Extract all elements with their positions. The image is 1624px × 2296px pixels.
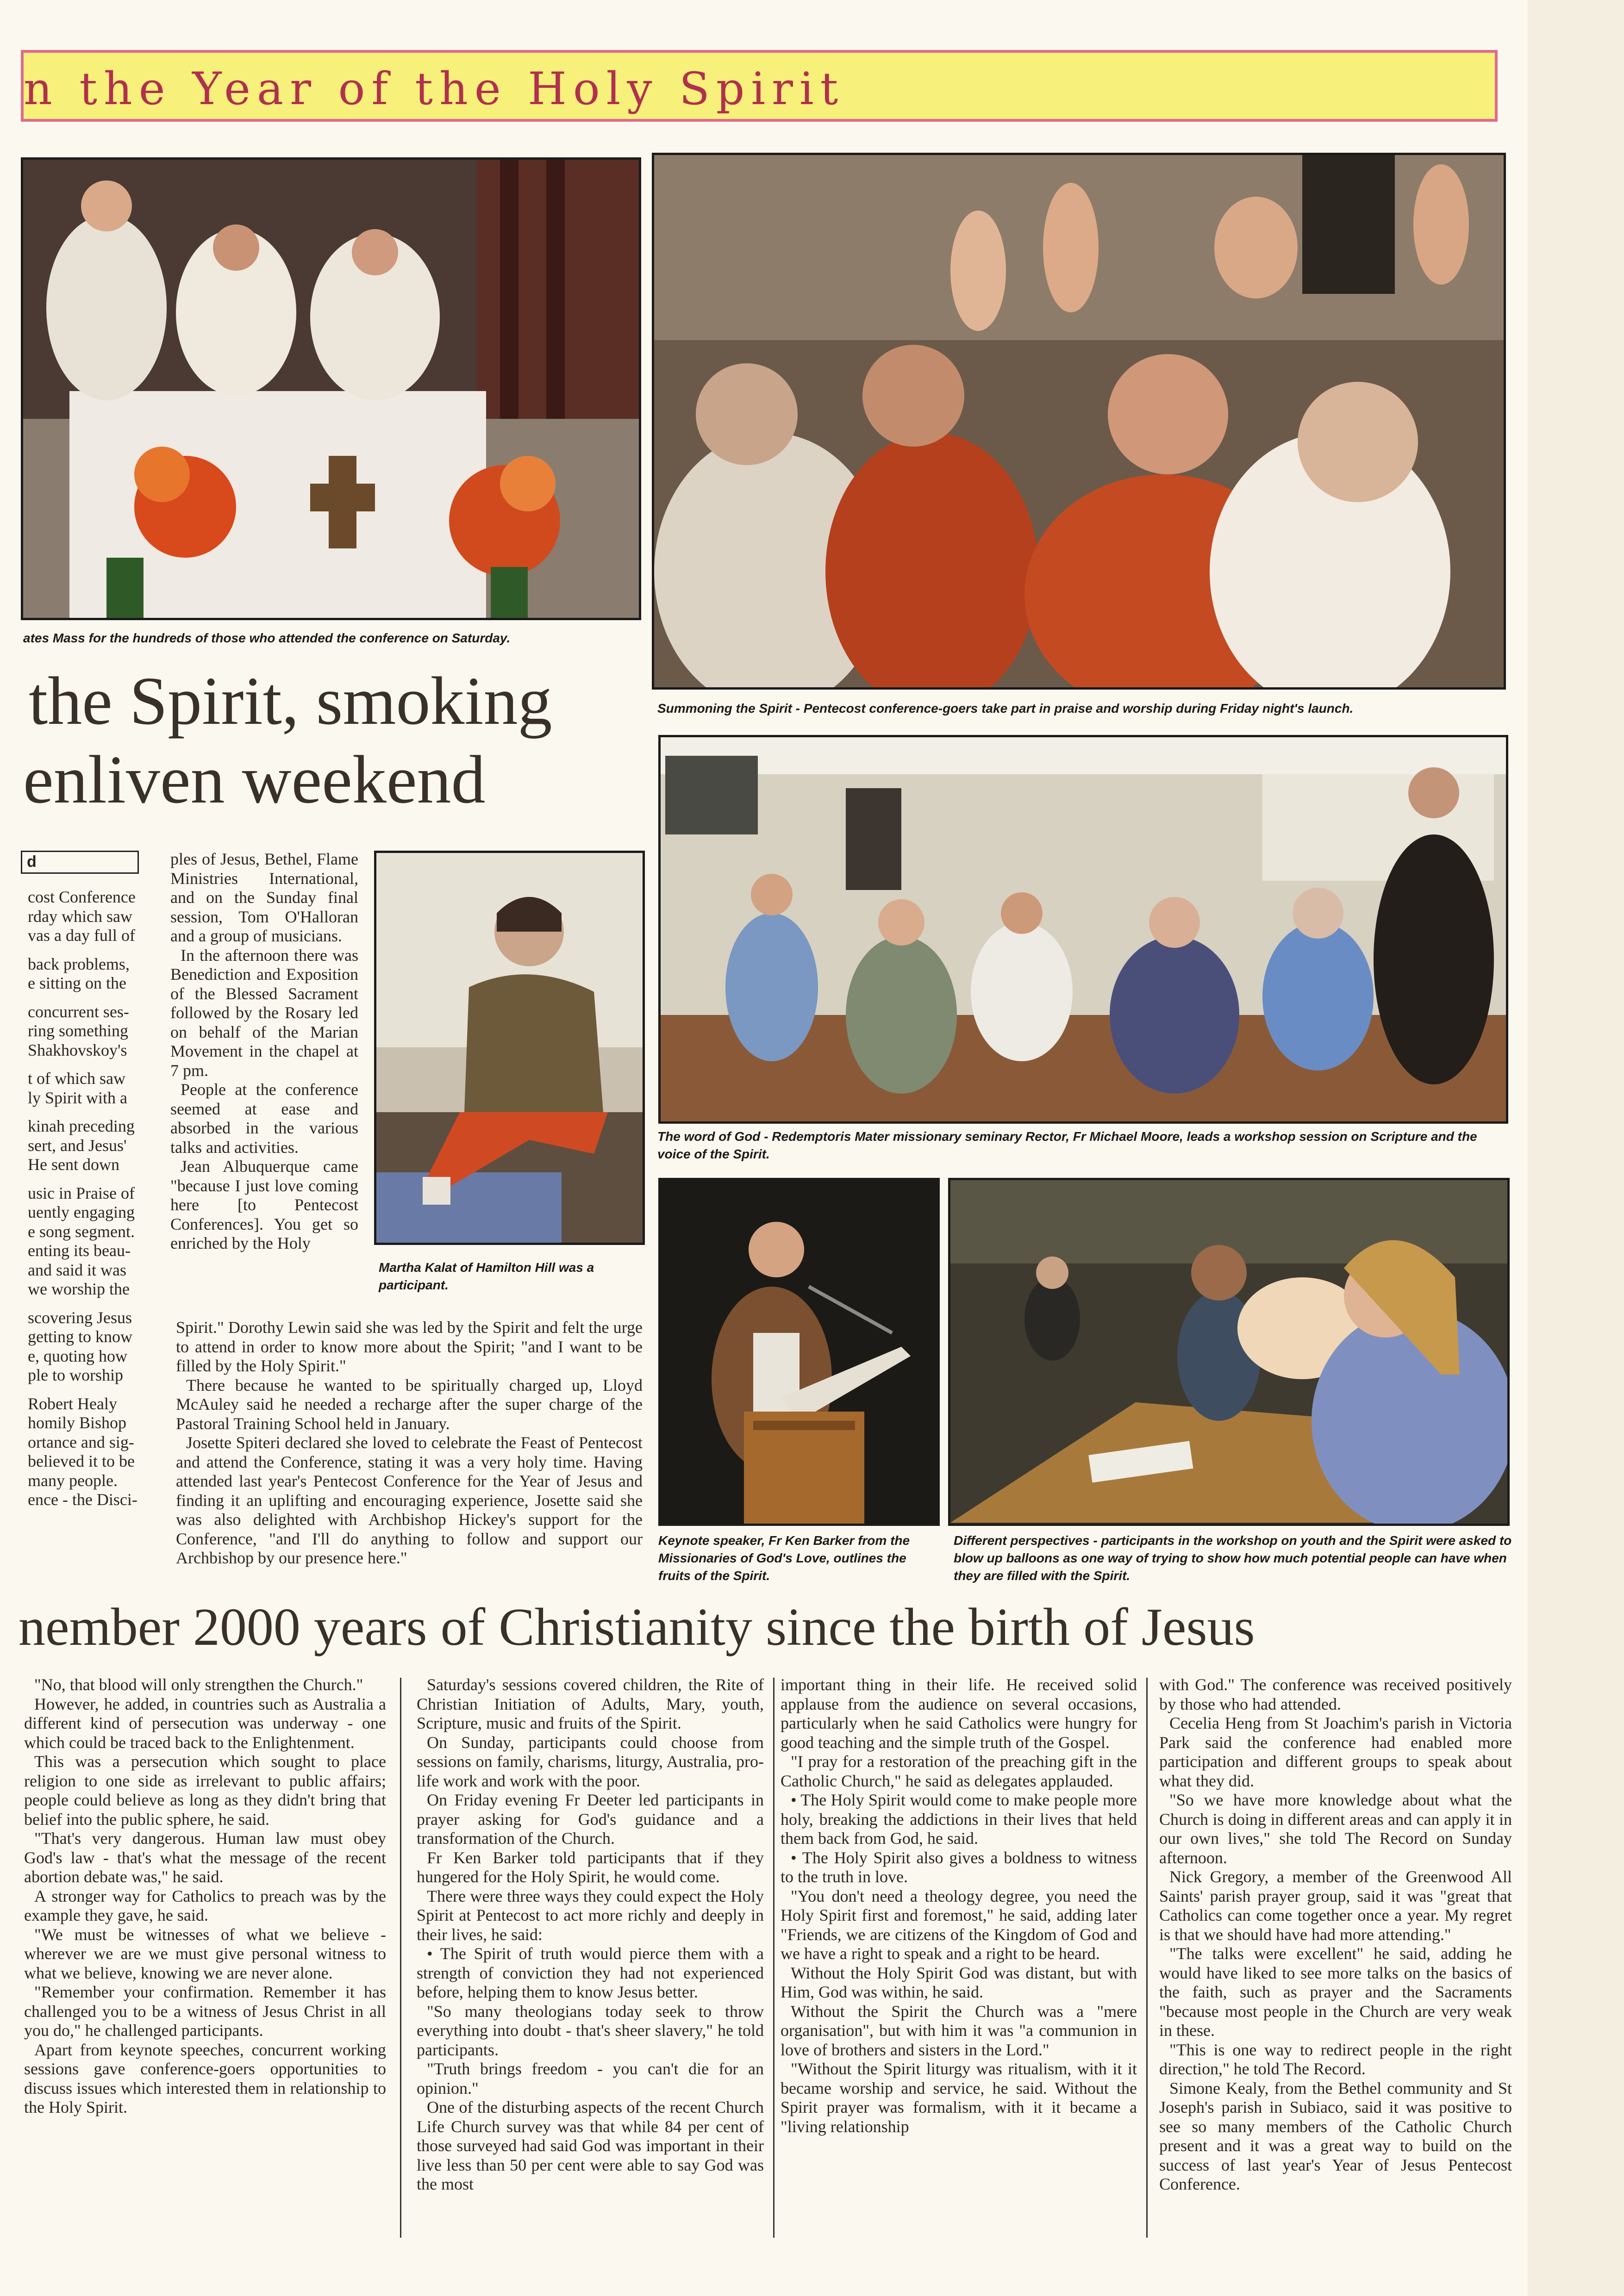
bottom-paragraph: On Sunday, participants could choose from sessions on family, charisms, liturgy, Australia, pro-life work and work with the poor.	[417, 1733, 764, 1790]
balloons-image	[950, 1180, 1507, 1524]
bottom-paragraph: Without the Holy Spirit God was distant, but with Him, God was within, he said.	[781, 1963, 1137, 2001]
ul-line: e, quoting how	[28, 1346, 127, 1365]
ul-line: vas a day full of	[28, 926, 135, 945]
caption-mass: ates Mass for the hundreds of those who attended the conference on Saturday.	[23, 631, 511, 645]
ul-line: we worship the	[28, 1280, 130, 1298]
ul-line: ence - the Disci-	[28, 1490, 137, 1509]
bottom-paragraph: "We must be witnesses of what we believe - wherever we are we must give personal witness to what we believe, knowing we are never alone.	[24, 1925, 386, 1982]
bottom-column-2	[417, 1675, 764, 2194]
photo-workshop	[658, 735, 1508, 1124]
bottom-paragraph: There were three ways they could expect the Holy Spirit at Pentecost to act more richly and deeply in their lives, he said:	[417, 1886, 764, 1944]
upper-left-column	[28, 888, 152, 1510]
caption-keynote: Keynote speaker, Fr Ken Barker from the Missionaries of God's Love, outlines the fruits of the Spirit.	[658, 1533, 910, 1583]
caption-praise: Summoning the Spirit - Pentecost conference-goers take part in praise and worship during Friday night's launch.	[657, 701, 1354, 716]
bottom-paragraph: Apart from keynote speeches, concurrent working sessions gave conference-goers opportunities to discuss issues which interested them in relationship to the Holy Spirit.	[24, 2040, 386, 2116]
um-paragraph: People at the conference seemed at ease and absorbed in the various talks and activities.	[170, 1080, 358, 1157]
ul-line: Shakhovskoy's	[28, 1040, 127, 1059]
ul-line: ly Spirit with a	[28, 1088, 127, 1107]
martha-image	[376, 853, 643, 1243]
bottom-paragraph: Saturday's sessions covered children, the Rite of Christian Initiation of Adults, Mary, youth, Scripture, music and fruits of the Spirit.	[417, 1675, 764, 1732]
bottom-paragraph: • The Holy Spirit also gives a boldness to witness to the truth in love.	[781, 1848, 1137, 1886]
workshop-image	[661, 737, 1506, 1121]
headline-top-line1: the Spirit, smoking	[29, 663, 552, 739]
bottom-paragraph: Without the Spirit the Church was a "mere organisation", but with him it was "a communion in love of brothers and sisters in the Lord."	[781, 2002, 1137, 2059]
banner-title: n the Year of the Holy Spirit	[24, 63, 845, 115]
headline-top-line2: enliven weekend	[23, 742, 486, 818]
um-paragraph: Jean Albuquerque came "because I just love coming here [to Pentecost Conferences]. You get so enriched by the Holy	[170, 1157, 358, 1252]
photo-balloons	[948, 1178, 1510, 1526]
column-rule	[773, 1678, 775, 2238]
uw-paragraph: Josette Spiteri declared she loved to celebrate the Feast of Pentecost and attend the Conference, stating it was a very holy time. Having attended last year's Pentecost Conference for the Year of Jesus and finding it an uplifting and encouraging experience, Josette said she was also delighted with Archbishop Hickey's support for the Conference, "and I'll do anything to follow and support our Archbishop by our presence here."	[176, 1433, 643, 1567]
mass-image	[23, 160, 639, 618]
photo-martha	[374, 851, 645, 1245]
ul-line: Robert Healy	[28, 1394, 117, 1413]
bottom-paragraph: On Friday evening Fr Deeter led participants in prayer asking for God's guidance and a transformation of the Church.	[417, 1791, 764, 1848]
bottom-paragraph: "I pray for a restoration of the preaching gift in the Catholic Church," he said as delegates applauded.	[781, 1752, 1137, 1790]
ul-line: ortance and sig-	[28, 1432, 134, 1451]
bottom-paragraph: "You don't need a theology degree, you need the Holy Spirit first and foremost," he said, adding later "Friends, we are citizens of the Kingdom of God and we have a right to speak and a right to be heard.	[781, 1886, 1137, 1963]
ul-line: concurrent ses-	[28, 1002, 129, 1021]
ul-line: back problems,	[28, 954, 130, 973]
bottom-paragraph: "Without the Spirit liturgy was ritualism, with it it became worship and service, he said. Without the Spirit prayer was formalism, with it it became a "living relationship	[781, 2060, 1137, 2136]
ul-line: He sent down	[28, 1155, 119, 1174]
bottom-paragraph: A stronger way for Catholics to preach was by the example they gave, he said.	[24, 1886, 386, 1924]
caption-martha: Martha Kalat of Hamilton Hill was a participant.	[379, 1260, 594, 1292]
ul-line: t of which saw	[28, 1069, 125, 1088]
ul-line: enting its beau-	[28, 1241, 131, 1260]
ul-line: getting to know	[28, 1327, 132, 1346]
section-banner	[21, 50, 1498, 122]
bottom-paragraph: "That's very dangerous. Human law must obey God's law - that's what the message of the recent abortion debate was," he said.	[24, 1829, 386, 1886]
bottom-paragraph: Fr Ken Barker told participants that if they hungered for the Holy Spirit, he would come.	[417, 1848, 764, 1886]
bottom-paragraph: • The Holy Spirit would come to make people more holy, breaking the addictions in their lives that held them back from God, he said.	[781, 1791, 1137, 1848]
ul-line: e song segment.	[28, 1222, 135, 1241]
bottom-paragraph: "So many theologians today seek to throw everything into doubt - that's sheer slavery," he told participants.	[417, 2002, 764, 2059]
column-rule	[400, 1678, 401, 2238]
caption-workshop: The word of God - Redemptoris Mater missionary seminary Rector, Fr Michael Moore, leads a workshop session on Scripture and the voice of the Spirit.	[657, 1129, 1477, 1161]
ul-line: scovering Jesus	[28, 1308, 132, 1327]
bottom-paragraph: "Truth brings freedom - you can't die for an opinion."	[417, 2060, 764, 2097]
um-paragraph: In the afternoon there was Benediction and Exposition of the Blessed Sacrament followed by the Rosary led on behalf of the Marian Movement in the chapel at 7 pm.	[170, 946, 358, 1080]
ul-line: usic in Praise of	[28, 1183, 135, 1202]
headline-main: nember 2000 years of Christianity since the birth of Jesus	[19, 1598, 1255, 1657]
ul-line: kinah preceding	[28, 1117, 135, 1135]
photo-mass	[21, 157, 641, 620]
ul-line: ring something	[28, 1021, 128, 1040]
byline-box	[21, 851, 139, 874]
praise-image	[654, 155, 1504, 687]
bottom-paragraph: One of the disturbing aspects of the recent Church Life Church survey was that while 84 per cent of those surveyed had said God was important in their live less than 50 per cent were able to say God was the most	[417, 2098, 764, 2193]
next-page-edge	[1528, 0, 1624, 2296]
bottom-paragraph: However, he added, in countries such as Australia a different kind of persecution was underway - one which could be traced back to the Enlightenment.	[24, 1694, 386, 1752]
ul-line: cost Conference	[28, 888, 136, 906]
photo-praise	[652, 153, 1506, 690]
bottom-paragraph: Nick Gregory, a member of the Greenwood All Saints' parish prayer group, said it was "great that Catholics can come together once a year. My regret is that we should have had more attending."	[1159, 1867, 1512, 1944]
uw-paragraph: Spirit." Dorothy Lewin said she was led by the Spirit and felt the urge to attend in order to know more about the Spirit; "and I want to be filled by the Holy Spirit."	[176, 1318, 643, 1375]
bottom-paragraph: important thing in their life. He received solid applause from the audience on several occasions, particularly when he said Catholics were hungry for good teaching and the simple truth of the Gospel.	[781, 1675, 1137, 1752]
bottom-paragraph: Cecelia Heng from St Joachim's parish in Victoria Park said the conference had enabled more participation and different groups to speak about what they did.	[1159, 1714, 1512, 1790]
ul-line: ple to worship	[28, 1366, 123, 1384]
uw-paragraph: There because he wanted to be spiritually charged up, Lloyd McAuley said he needed a recharge after the super charge of the Pastoral Training School held in January.	[176, 1375, 643, 1433]
bottom-paragraph: This was a persecution which sought to place religion to one side as irrelevant to public affairs; people could believe as long as they didn't bring that belief into the public sphere, he said.	[24, 1752, 386, 1829]
um-paragraph: ples of Jesus, Bethel, Flame Ministries International, and on the Sunday final session, Tom O'Halloran and a group of musicians.	[170, 850, 358, 945]
bottom-paragraph: "No, that blood will only strengthen the Church."	[34, 1675, 363, 1694]
bottom-paragraph: • The Spirit of truth would pierce them with a strength of conviction they had not experienced before, helping them to know Jesus better.	[417, 1944, 764, 2001]
photo-keynote	[658, 1178, 940, 1526]
ul-line: many people.	[28, 1471, 118, 1490]
ul-line: rday which saw	[28, 907, 132, 926]
bottom-paragraph: "This is one way to redirect people in the right direction," he told The Record.	[1159, 2040, 1512, 2078]
ul-line: homily Bishop	[28, 1413, 127, 1432]
ul-line: sert, and Jesus'	[28, 1136, 127, 1155]
keynote-image	[661, 1180, 937, 1524]
bottom-column-3	[781, 1675, 1137, 2136]
ul-line: uently engaging	[28, 1203, 135, 1221]
caption-balloons: Different perspectives - participants in the workshop on youth and the Spirit were asked to blow up balloons as one way of trying to show how much potential people can have when they are filled with the Spirit.	[954, 1533, 1512, 1583]
upper-wide-text	[176, 1318, 643, 1568]
ul-line: e sitting on the	[28, 974, 126, 992]
bottom-column-1	[24, 1675, 386, 2117]
bottom-paragraph: Simone Kealy, from the Bethel community and St Joseph's parish in Subiaco, said it was positive to see so many members of the Catholic Church present and it was a great way to build on the success of last year's Year of Jesus Pentecost Conference.	[1159, 2078, 1512, 2193]
bottom-paragraph: "The talks were excellent" he said, adding he would have liked to see more talks on the basics of the faith, such as prayer and the Sacraments "because most people in the Church are very weak in these.	[1159, 1944, 1512, 2040]
bottom-paragraph: "So we have more knowledge about what the Church is doing in different areas and can apply it in our own lives," she told The Record on Sunday afternoon.	[1159, 1791, 1512, 1867]
ul-line: believed it to be	[28, 1452, 135, 1470]
upper-middle-column	[170, 850, 358, 1253]
bottom-paragraph: "Remember your confirmation. Remember it has challenged you to be a witness of Jesus Christ in all you do," he challenged participants.	[24, 1983, 386, 2040]
ul-line: and said it was	[28, 1260, 126, 1279]
bottom-column-4	[1159, 1675, 1512, 2194]
byline-text: d	[27, 853, 37, 871]
bottom-paragraph: with God." The conference was received positively by those who had attended.	[1159, 1675, 1512, 1713]
column-rule	[1146, 1678, 1148, 2238]
